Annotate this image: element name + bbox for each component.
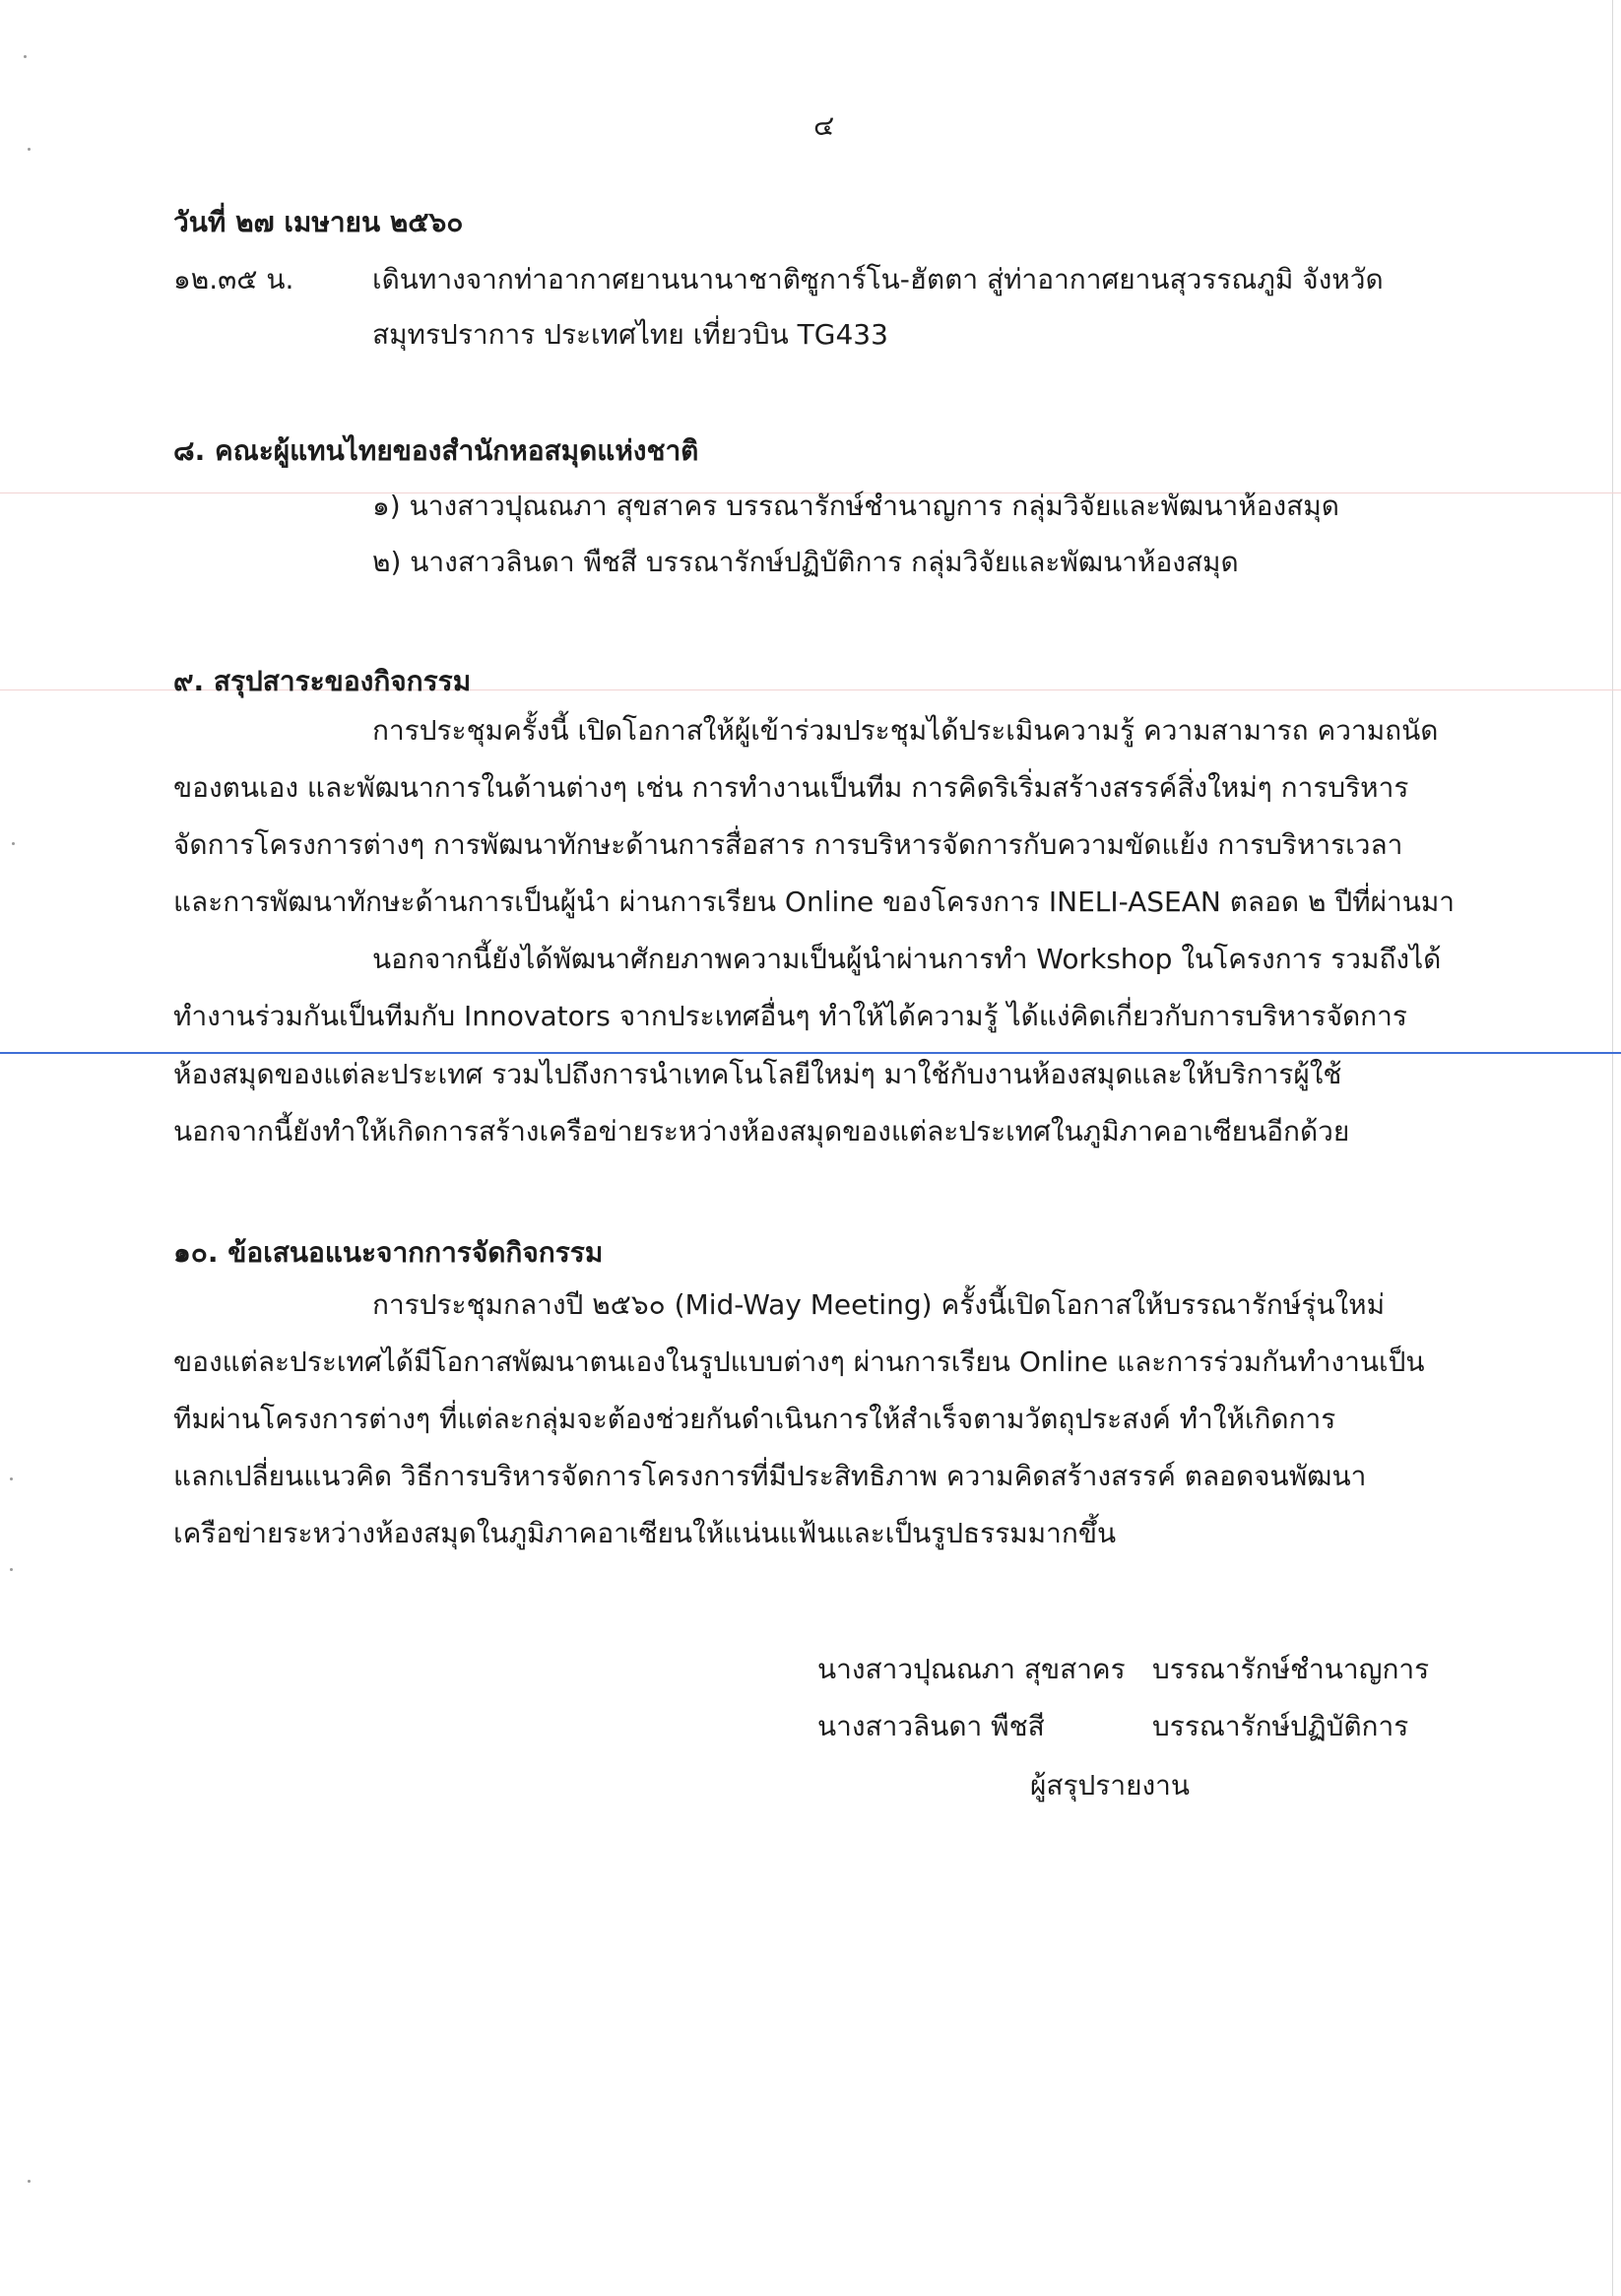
paragraph-line: ทำงานร่วมกันเป็นทีมกับ Innovators จากประเทศอื่นๆ ทำให้ได้ความรู้ ได้แง่คิดเกี่ยวกับการบริหารจัดการ [173,1000,1407,1032]
page-edge [1612,0,1613,2296]
signature-name: นางสาวลินดา พืชสี [817,1710,1045,1742]
paragraph-line: ของตนเอง และพัฒนาการในด้านต่างๆ เช่น การทำงานเป็นทีม การคิดริเริ่มสร้างสรรค์สิ่งใหม่ๆ การบริหาร [173,771,1409,804]
paragraph-line: นอกจากนี้ยังได้พัฒนาศักยภาพความเป็นผู้นำผ่านการทำ Workshop ในโครงการ รวมถึงได้ [372,943,1442,975]
schedule-time: ๑๒.๓๕ น. [173,263,294,295]
section-heading-8: ๘. คณะผู้แทนไทยของสำนักหอสมุดแห่งชาติ [173,434,699,467]
scan-speck [28,2180,31,2183]
section-heading-10: ๑๐. ข้อเสนอแนะจากการจัดกิจกรรม [173,1236,604,1269]
delegate-item: ๑) นางสาวปุณณภา สุขสาคร บรรณารักษ์ชำนาญการ กลุ่มวิจัยและพัฒนาห้องสมุด [372,490,1339,522]
paragraph-line: จัดการโครงการต่างๆ การพัฒนาทักษะด้านการสื่อสาร การบริหารจัดการกับความขัดแย้ง การบริหารเวลา [173,828,1403,861]
date-heading: วันที่ ๒๗ เมษายน ๒๕๖๐ [173,206,464,238]
schedule-line: สมุทรปราการ ประเทศไทย เที่ยวบิน TG433 [372,318,888,351]
scan-speck [12,842,15,845]
paragraph-line: ทีมผ่านโครงการต่างๆ ที่แต่ละกลุ่มจะต้องช่วยกันดำเนินการให้สำเร็จตามวัตถุประสงค์ ทำให้เกิดการ [173,1403,1336,1435]
signature-position: บรรณารักษ์ชำนาญการ [1152,1653,1430,1685]
scan-speck [24,55,27,58]
paragraph-line: การประชุมครั้งนี้ เปิดโอกาสให้ผู้เข้าร่วมประชุมได้ประเมินความรู้ ความสามารถ ความถนัด [372,714,1439,747]
section-heading-9: ๙. สรุปสาระของกิจกรรม [173,665,472,697]
scan-artifact-line [0,1052,1621,1054]
paragraph-line: แลกเปลี่ยนแนวคิด วิธีการบริหารจัดการโครงการที่มีประสิทธิภาพ ความคิดสร้างสรรค์ ตลอดจนพัฒนา [173,1460,1367,1492]
signature-role: ผู้สรุปรายงาน [1030,1769,1191,1802]
paragraph-line: ห้องสมุดของแต่ละประเทศ รวมไปถึงการนำเทคโนโลยีใหม่ๆ มาใช้กับงานห้องสมุดและให้บริการผู้ใช้ [173,1058,1342,1090]
paragraph-line: นอกจากนี้ยังทำให้เกิดการสร้างเครือข่ายระหว่างห้องสมุดของแต่ละประเทศในภูมิภาคอาเซียนอีกด้วย [173,1115,1350,1148]
scan-speck [28,148,31,151]
page-number: ๔ [813,109,835,142]
delegate-item: ๒) นางสาวลินดา พืชสี บรรณารักษ์ปฏิบัติการ กลุ่มวิจัยและพัฒนาห้องสมุด [372,546,1239,578]
scan-speck [10,1477,13,1480]
signature-position: บรรณารักษ์ปฏิบัติการ [1152,1710,1409,1742]
paragraph-line: และการพัฒนาทักษะด้านการเป็นผู้นำ ผ่านการเรียน Online ของโครงการ INELI-ASEAN ตลอด ๒ ปีที่ผ่านมา [173,886,1456,918]
paragraph-line: เครือข่ายระหว่างห้องสมุดในภูมิภาคอาเซียนให้แน่นแฟ้นและเป็นรูปธรรมมากขึ้น [173,1517,1117,1549]
paragraph-line: การประชุมกลางปี ๒๕๖๐ (Mid-Way Meeting) ครั้งนี้เปิดโอกาสให้บรรณารักษ์รุ่นใหม่ [372,1288,1386,1321]
paragraph-line: ของแต่ละประเทศได้มีโอกาสพัฒนาตนเองในรูปแบบต่างๆ ผ่านการเรียน Online และการร่วมกันทำงานเป็น [173,1345,1425,1378]
schedule-line: เดินทางจากท่าอากาศยานนานาชาติซูการ์โน-ฮัตตา สู่ท่าอากาศยานสุวรรณภูมิ จังหวัด [372,263,1384,295]
signature-name: นางสาวปุณณภา สุขสาคร [817,1653,1126,1685]
scan-speck [10,1568,13,1571]
